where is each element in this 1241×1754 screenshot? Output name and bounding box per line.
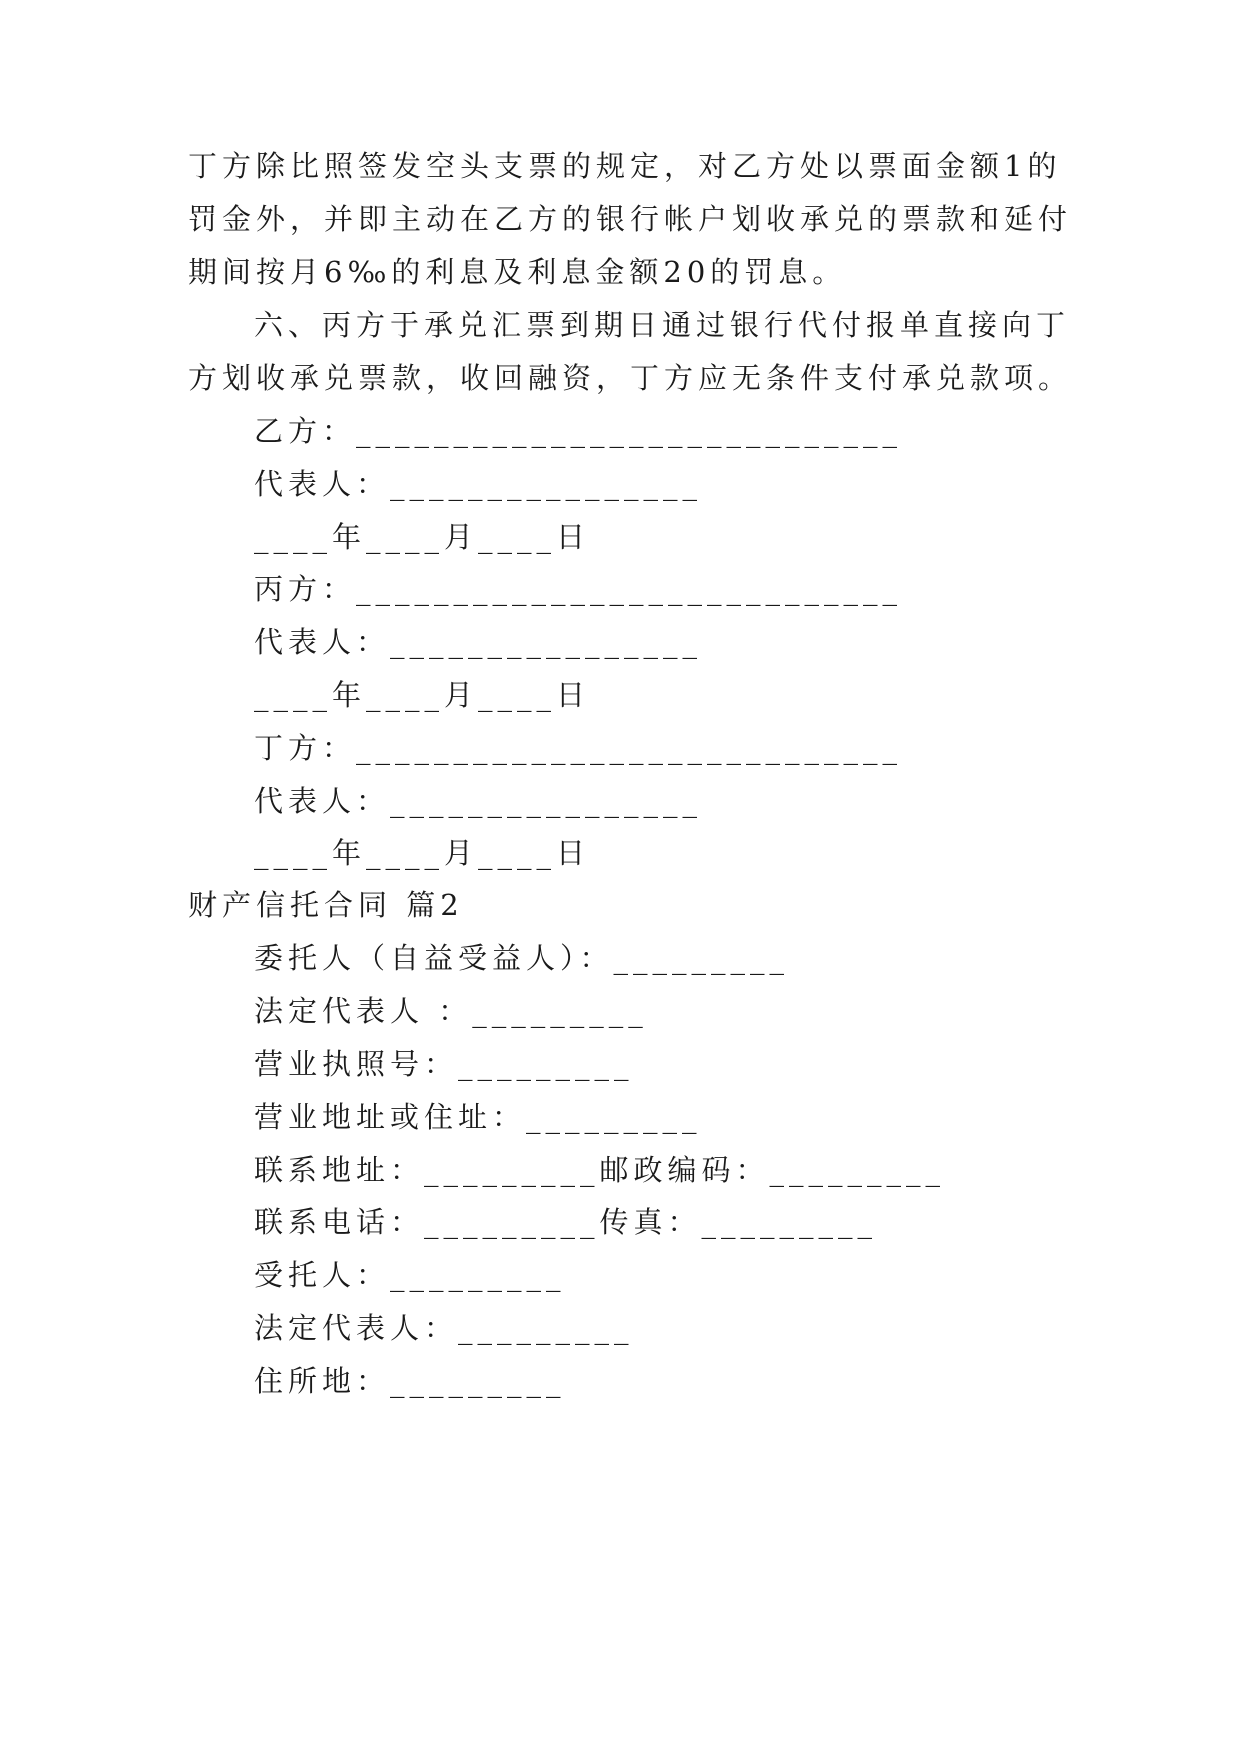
domicile-field: 住所地：_________ bbox=[254, 1364, 566, 1398]
contact-address-postcode-field: 联系地址：_________邮政编码：_________ bbox=[254, 1153, 946, 1187]
business-address-field: 营业地址或住址：_________ bbox=[254, 1100, 702, 1134]
party-c-representative-line: 代表人：________________ bbox=[254, 625, 703, 659]
clause-penalty-line-3: 期间按月6‰的利息及利息金额20的罚息。 bbox=[188, 255, 847, 289]
party-d-signature-line: 丁方：____________________________ bbox=[254, 731, 903, 765]
party-b-date-line: ____年____月____日 bbox=[254, 520, 591, 554]
clause-penalty-line-2: 罚金外，并即主动在乙方的银行帐户划收承兑的票款和延付 bbox=[188, 202, 1073, 236]
settlor-field: 委托人（自益受益人）：_________ bbox=[254, 941, 790, 975]
business-license-field: 营业执照号：_________ bbox=[254, 1047, 634, 1081]
section-heading: 财产信托合同 篇2 bbox=[188, 888, 464, 922]
phone-fax-field: 联系电话：_________传真：_________ bbox=[254, 1205, 878, 1239]
party-d-representative-line: 代表人：________________ bbox=[254, 784, 703, 818]
trustee-field: 受托人：_________ bbox=[254, 1258, 566, 1292]
legal-representative-field-1: 法定代表人 ：_________ bbox=[254, 994, 648, 1028]
legal-representative-field-2: 法定代表人：_________ bbox=[254, 1311, 634, 1345]
clause-six-line-2: 方划收承兑票款，收回融资，丁方应无条件支付承兑款项。 bbox=[188, 361, 1073, 395]
party-c-date-line: ____年____月____日 bbox=[254, 678, 591, 712]
clause-six-line-1: 六、丙方于承兑汇票到期日通过银行代付报单直接向丁 bbox=[254, 308, 1071, 342]
clause-penalty-line-1: 丁方除比照签发空头支票的规定，对乙方处以票面金额1的 bbox=[188, 149, 1062, 183]
party-c-signature-line: 丙方：____________________________ bbox=[254, 572, 903, 606]
party-d-date-line: ____年____月____日 bbox=[254, 836, 591, 870]
party-b-signature-line: 乙方：____________________________ bbox=[254, 414, 903, 448]
party-b-representative-line: 代表人：________________ bbox=[254, 467, 703, 501]
